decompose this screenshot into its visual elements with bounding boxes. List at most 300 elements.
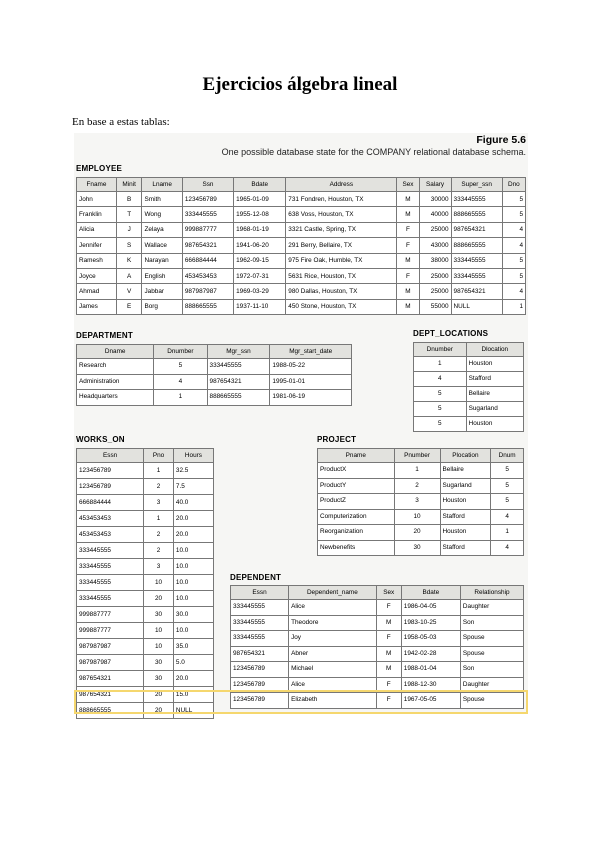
table-row — [414, 417, 524, 432]
table-cell: 731 Fondren, Houston, TX — [286, 192, 397, 207]
table-row — [77, 527, 214, 543]
table-cell: 987987987 — [77, 655, 144, 671]
column-header: Lname — [142, 178, 182, 192]
table-cell: 5631 Rice, Houston, TX — [286, 268, 397, 283]
table-cell: Houston — [440, 494, 491, 510]
table-cell: 3 — [144, 495, 174, 511]
table-cell: 5 — [502, 253, 525, 268]
table-cell: Stafford — [466, 372, 523, 387]
intro-text: En base a estas tablas: — [72, 116, 170, 128]
table-cell: 333445555 — [182, 207, 233, 222]
table-cell: ProductZ — [318, 494, 395, 510]
table-cell: 4 — [414, 372, 467, 387]
table-row — [77, 511, 214, 527]
table-cell: 10.0 — [173, 543, 213, 559]
table-cell: 1967-05-05 — [401, 693, 460, 709]
table-cell: 1988-01-04 — [401, 662, 460, 678]
table-cell: 40000 — [419, 207, 451, 222]
table-cell: 888665555 — [182, 299, 233, 314]
table-cell: M — [376, 662, 401, 678]
table-cell: M — [397, 192, 419, 207]
table-cell: 1 — [491, 525, 524, 541]
table-cell: 1983-10-25 — [401, 615, 460, 631]
table-row — [77, 238, 526, 253]
table-cell: 30 — [394, 540, 440, 556]
table-cell: 1 — [394, 463, 440, 479]
table-row — [77, 479, 214, 495]
table-cell: 3321 Castle, Spring, TX — [286, 222, 397, 237]
table-cell: 4 — [502, 284, 525, 299]
column-header: Dnumber — [154, 345, 207, 359]
table-cell: 123456789 — [77, 479, 144, 495]
table-cell: 7.5 — [173, 479, 213, 495]
table-cell: 4 — [491, 540, 524, 556]
table-row — [77, 192, 526, 207]
table-cell: F — [376, 631, 401, 647]
table-cell: 5 — [154, 359, 207, 375]
table-row — [77, 299, 526, 314]
table-cell: 1 — [154, 390, 207, 406]
table-row — [77, 207, 526, 222]
table-cell: 40.0 — [173, 495, 213, 511]
table-cell: Headquarters — [77, 390, 154, 406]
table-cell: 25000 — [419, 222, 451, 237]
table-row — [77, 575, 214, 591]
works-on-table-title: WORKS_ON — [76, 435, 125, 444]
table-cell: 888665555 — [451, 207, 502, 222]
table-cell: 5 — [502, 192, 525, 207]
schema-figure — [74, 133, 528, 714]
table-cell: 30000 — [419, 192, 451, 207]
table-cell: Elizabeth — [289, 693, 377, 709]
table-cell: 20 — [144, 703, 174, 719]
table-row — [231, 600, 524, 616]
table-cell: Wong — [142, 207, 182, 222]
column-header: Dname — [77, 345, 154, 359]
table-cell: 987654321 — [451, 222, 502, 237]
column-header: Bdate — [401, 586, 460, 600]
dept-locations-table-title: DEPT_LOCATIONS — [413, 329, 489, 338]
table-cell: 5 — [414, 387, 467, 402]
header-row — [318, 449, 524, 463]
table-cell: 10.0 — [173, 623, 213, 639]
table-cell: 987987987 — [77, 639, 144, 655]
table-cell: 888665555 — [451, 238, 502, 253]
table-cell: Stafford — [440, 540, 491, 556]
table-cell: 10.0 — [173, 591, 213, 607]
table-row — [77, 623, 214, 639]
table-cell: 5 — [491, 494, 524, 510]
table-row — [414, 402, 524, 417]
table-cell: K — [116, 253, 142, 268]
table-cell: 980 Dallas, Houston, TX — [286, 284, 397, 299]
table-cell: 2 — [144, 479, 174, 495]
table-cell: 25000 — [419, 284, 451, 299]
table-cell: ProductY — [318, 478, 395, 494]
column-header: Salary — [419, 178, 451, 192]
table-cell: Computerization — [318, 509, 395, 525]
table-cell: T — [116, 207, 142, 222]
table-cell: Sugarland — [466, 402, 523, 417]
table-cell: 30 — [144, 607, 174, 623]
table-cell: M — [397, 299, 419, 314]
table-row — [231, 677, 524, 693]
table-row — [77, 543, 214, 559]
table-row — [231, 662, 524, 678]
column-header: Mgr_ssn — [207, 345, 270, 359]
employee-table — [76, 177, 526, 315]
table-row — [77, 463, 214, 479]
table-cell: Houston — [440, 525, 491, 541]
table-cell: 3 — [394, 494, 440, 510]
dependent-table-title: DEPENDENT — [230, 573, 282, 582]
table-cell: 333445555 — [451, 253, 502, 268]
table-cell: F — [397, 238, 419, 253]
table-cell: 453453453 — [77, 511, 144, 527]
page-title: Ejercicios álgebra lineal — [202, 74, 398, 95]
column-header: Ssn — [182, 178, 233, 192]
table-row — [414, 357, 524, 372]
table-cell: 15.0 — [173, 687, 213, 703]
table-cell: 333445555 — [231, 631, 289, 647]
table-cell: 4 — [491, 509, 524, 525]
table-cell: 888665555 — [207, 390, 270, 406]
table-row — [77, 671, 214, 687]
table-cell: Houston — [466, 357, 523, 372]
table-cell: F — [397, 268, 419, 283]
table-cell: 975 Fire Oak, Humble, TX — [286, 253, 397, 268]
table-cell: 1969-03-29 — [234, 284, 286, 299]
table-cell: 38000 — [419, 253, 451, 268]
table-cell: Alicia — [77, 222, 117, 237]
table-cell: 20 — [144, 591, 174, 607]
table-cell: 1962-09-15 — [234, 253, 286, 268]
table-cell: F — [376, 600, 401, 616]
table-cell: Spouse — [460, 693, 523, 709]
table-cell: 1942-02-28 — [401, 646, 460, 662]
table-cell: 291 Berry, Bellaire, TX — [286, 238, 397, 253]
table-row — [77, 639, 214, 655]
column-header: Pnumber — [394, 449, 440, 463]
table-cell: Smith — [142, 192, 182, 207]
figure-label: Figure 5.6 — [476, 134, 526, 146]
table-row — [77, 222, 526, 237]
table-cell: B — [116, 192, 142, 207]
table-cell: Franklin — [77, 207, 117, 222]
column-header: Essn — [231, 586, 289, 600]
table-cell: 1 — [414, 357, 467, 372]
table-cell: M — [376, 646, 401, 662]
table-cell: 25000 — [419, 268, 451, 283]
column-header: Sex — [397, 178, 419, 192]
table-cell: 5 — [414, 402, 467, 417]
table-cell: 1968-01-19 — [234, 222, 286, 237]
header-row — [77, 449, 214, 463]
table-cell: 999887777 — [182, 222, 233, 237]
table-cell: Joy — [289, 631, 377, 647]
table-cell: 4 — [154, 374, 207, 390]
table-cell: 987654321 — [77, 671, 144, 687]
table-cell: ProductX — [318, 463, 395, 479]
table-cell: 30 — [144, 671, 174, 687]
table-cell: 638 Voss, Houston, TX — [286, 207, 397, 222]
header-row — [231, 586, 524, 600]
works-on-table — [76, 448, 214, 719]
table-row — [77, 591, 214, 607]
header-row — [414, 343, 524, 357]
table-cell: John — [77, 192, 117, 207]
table-cell: James — [77, 299, 117, 314]
table-cell: 1986-04-05 — [401, 600, 460, 616]
table-row — [77, 495, 214, 511]
table-row — [77, 284, 526, 299]
employee-table-title: EMPLOYEE — [76, 164, 123, 173]
column-header: Super_ssn — [451, 178, 502, 192]
column-header: Essn — [77, 449, 144, 463]
table-row — [318, 509, 524, 525]
column-header: Plocation — [440, 449, 491, 463]
table-cell: Bellaire — [440, 463, 491, 479]
column-header: Mgr_start_date — [270, 345, 352, 359]
table-cell: 2 — [144, 543, 174, 559]
table-cell: M — [397, 284, 419, 299]
table-cell: Joyce — [77, 268, 117, 283]
table-cell: 999887777 — [77, 623, 144, 639]
table-cell: 10 — [144, 575, 174, 591]
column-header: Pno — [144, 449, 174, 463]
table-cell: 1955-12-08 — [234, 207, 286, 222]
table-cell: Daughter — [460, 677, 523, 693]
column-header: Bdate — [234, 178, 286, 192]
table-cell: M — [376, 615, 401, 631]
table-row — [414, 372, 524, 387]
table-cell: 10 — [144, 639, 174, 655]
table-cell: 32.5 — [173, 463, 213, 479]
table-row — [318, 494, 524, 510]
table-row — [318, 525, 524, 541]
table-cell: Theodore — [289, 615, 377, 631]
table-row — [318, 478, 524, 494]
column-header: Minit — [116, 178, 142, 192]
table-cell: 20 — [144, 687, 174, 703]
table-cell: 1972-07-31 — [234, 268, 286, 283]
table-cell: 20 — [394, 525, 440, 541]
table-row — [77, 687, 214, 703]
table-cell: Ramesh — [77, 253, 117, 268]
column-header: Dlocation — [466, 343, 523, 357]
table-cell: Newbenefits — [318, 540, 395, 556]
table-cell: 30 — [144, 655, 174, 671]
table-cell: 333445555 — [231, 615, 289, 631]
table-cell: Alice — [289, 677, 377, 693]
table-row — [77, 268, 526, 283]
table-cell: 35.0 — [173, 639, 213, 655]
table-cell: 1941-06-20 — [234, 238, 286, 253]
table-cell: 987654321 — [207, 374, 270, 390]
table-cell: 2 — [144, 527, 174, 543]
table-cell: 1981-06-19 — [270, 390, 352, 406]
table-cell: Son — [460, 662, 523, 678]
table-row — [77, 559, 214, 575]
table-cell: 43000 — [419, 238, 451, 253]
table-cell: J — [116, 222, 142, 237]
table-row — [231, 646, 524, 662]
table-row — [414, 387, 524, 402]
table-cell: Administration — [77, 374, 154, 390]
department-table-title: DEPARTMENT — [76, 331, 133, 340]
table-cell: Reorganization — [318, 525, 395, 541]
table-cell: 1937-11-10 — [234, 299, 286, 314]
table-cell: Alice — [289, 600, 377, 616]
table-row — [77, 374, 352, 390]
table-cell: M — [397, 207, 419, 222]
table-cell: Spouse — [460, 631, 523, 647]
dept-locations-table — [413, 342, 524, 432]
table-cell: Sugarland — [440, 478, 491, 494]
table-cell: Spouse — [460, 646, 523, 662]
table-cell: 5 — [491, 463, 524, 479]
table-cell: Zelaya — [142, 222, 182, 237]
figure-caption: One possible database state for the COMPANY relational database schema. — [221, 147, 526, 157]
table-cell: 1988-12-30 — [401, 677, 460, 693]
table-cell: 333445555 — [451, 192, 502, 207]
table-cell: 10 — [394, 509, 440, 525]
table-cell: 333445555 — [77, 575, 144, 591]
column-header: Dnum — [491, 449, 524, 463]
table-cell: 1988-05-22 — [270, 359, 352, 375]
table-cell: 5 — [502, 268, 525, 283]
table-cell: Wallace — [142, 238, 182, 253]
table-row — [318, 540, 524, 556]
table-cell: Michael — [289, 662, 377, 678]
table-cell: 4 — [502, 238, 525, 253]
table-cell: V — [116, 284, 142, 299]
table-cell: S — [116, 238, 142, 253]
table-cell: NULL — [451, 299, 502, 314]
table-cell: Borg — [142, 299, 182, 314]
table-cell: 5 — [414, 417, 467, 432]
table-cell: 1965-01-09 — [234, 192, 286, 207]
table-cell: 987654321 — [231, 646, 289, 662]
table-cell: 450 Stone, Houston, TX — [286, 299, 397, 314]
table-cell: E — [116, 299, 142, 314]
table-cell: 20.0 — [173, 511, 213, 527]
table-cell: English — [142, 268, 182, 283]
table-cell: 4 — [502, 222, 525, 237]
table-cell: Abner — [289, 646, 377, 662]
table-cell: Stafford — [440, 509, 491, 525]
header-row — [77, 178, 526, 192]
table-cell: 1 — [144, 511, 174, 527]
column-header: Dno — [502, 178, 525, 192]
table-cell: 5 — [491, 478, 524, 494]
table-cell: 333445555 — [231, 600, 289, 616]
project-table-title: PROJECT — [317, 435, 357, 444]
table-cell: 5.0 — [173, 655, 213, 671]
table-cell: Houston — [466, 417, 523, 432]
dependent-table — [230, 585, 524, 709]
table-cell: 666884444 — [77, 495, 144, 511]
table-cell: 333445555 — [77, 543, 144, 559]
table-cell: 453453453 — [182, 268, 233, 283]
table-cell: Narayan — [142, 253, 182, 268]
table-cell: 999887777 — [77, 607, 144, 623]
table-cell: Research — [77, 359, 154, 375]
column-header: Fname — [77, 178, 117, 192]
table-cell: 2 — [394, 478, 440, 494]
table-cell: 333445555 — [451, 268, 502, 283]
table-cell: NULL — [173, 703, 213, 719]
table-cell: 30.0 — [173, 607, 213, 623]
table-cell: 123456789 — [231, 693, 289, 709]
table-cell: F — [397, 222, 419, 237]
table-cell: Jennifer — [77, 238, 117, 253]
table-cell: 5 — [502, 207, 525, 222]
table-row — [77, 359, 352, 375]
table-cell: 10.0 — [173, 575, 213, 591]
table-cell: 10.0 — [173, 559, 213, 575]
table-cell: 888665555 — [77, 703, 144, 719]
table-cell: Jabbar — [142, 284, 182, 299]
table-cell: 333445555 — [77, 559, 144, 575]
table-row — [77, 390, 352, 406]
column-header: Dependent_name — [289, 586, 377, 600]
table-row — [231, 693, 524, 709]
table-cell: 987654321 — [182, 238, 233, 253]
table-cell: 123456789 — [231, 662, 289, 678]
table-cell: 123456789 — [77, 463, 144, 479]
table-cell: 20.0 — [173, 527, 213, 543]
table-row — [318, 463, 524, 479]
table-cell: 333445555 — [77, 591, 144, 607]
table-cell: 666884444 — [182, 253, 233, 268]
table-cell: 1958-05-03 — [401, 631, 460, 647]
table-cell: 987654321 — [451, 284, 502, 299]
table-cell: 1 — [144, 463, 174, 479]
column-header: Dnumber — [414, 343, 467, 357]
table-row — [77, 253, 526, 268]
table-cell: Daughter — [460, 600, 523, 616]
table-cell: 3 — [144, 559, 174, 575]
table-cell: 123456789 — [182, 192, 233, 207]
table-cell: Son — [460, 615, 523, 631]
table-cell: 20.0 — [173, 671, 213, 687]
table-cell: 123456789 — [231, 677, 289, 693]
table-cell: M — [397, 253, 419, 268]
table-cell: A — [116, 268, 142, 283]
table-row — [77, 703, 214, 719]
table-cell: Bellaire — [466, 387, 523, 402]
table-cell: 1995-01-01 — [270, 374, 352, 390]
column-header: Address — [286, 178, 397, 192]
table-cell: 1 — [502, 299, 525, 314]
department-table — [76, 344, 352, 406]
table-cell: 10 — [144, 623, 174, 639]
header-row — [77, 345, 352, 359]
table-cell: F — [376, 677, 401, 693]
column-header: Pname — [318, 449, 395, 463]
table-row — [231, 615, 524, 631]
table-cell: Ahmad — [77, 284, 117, 299]
table-cell: 987654321 — [77, 687, 144, 703]
table-row — [77, 607, 214, 623]
column-header: Sex — [376, 586, 401, 600]
table-cell: 453453453 — [77, 527, 144, 543]
table-cell: 987987987 — [182, 284, 233, 299]
table-row — [231, 631, 524, 647]
column-header: Relationship — [460, 586, 523, 600]
table-cell: 55000 — [419, 299, 451, 314]
